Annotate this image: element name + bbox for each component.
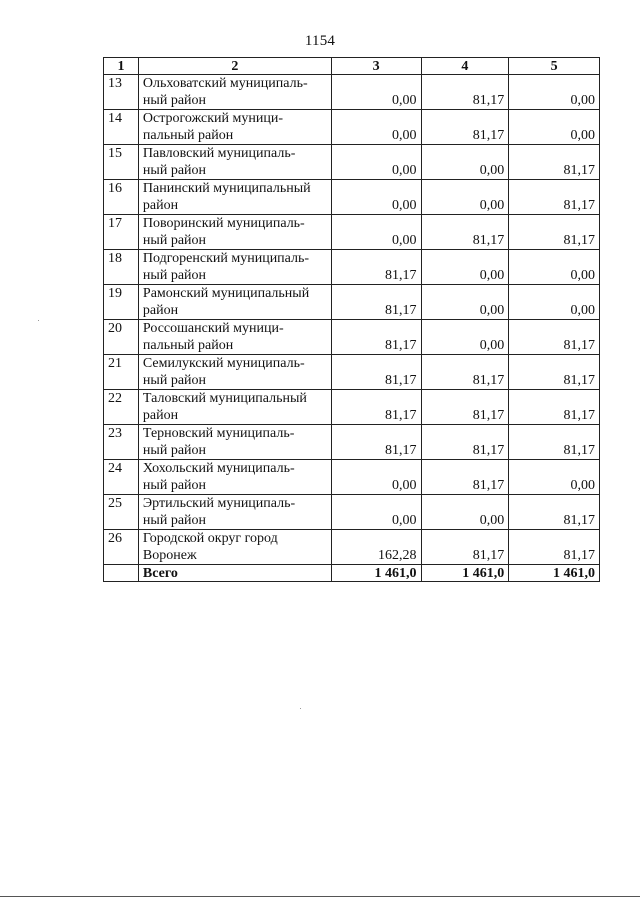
row-number: 26 [104,530,139,565]
value-col4: 81,17 [421,215,509,250]
page-number: 1154 [304,33,336,49]
district-name-line: Хохольский муниципаль- [142,461,295,476]
value-col3: 81,17 [331,355,421,390]
value-col5: 0,00 [509,250,600,285]
district-name-line: ный район [142,478,207,493]
total-value-col5: 1 461,0 [509,565,600,582]
value-col3: 0,00 [331,75,421,110]
value-col4: 0,00 [421,320,509,355]
value-col3: 0,00 [331,460,421,495]
value-col3: 0,00 [331,110,421,145]
table-row [104,460,600,495]
scan-speck [300,708,301,709]
district-name [138,530,331,565]
total-row [104,565,600,582]
scan-speck [38,320,39,321]
table-row [104,390,600,425]
total-value-col4: 1 461,0 [421,565,509,582]
value-col5: 0,00 [509,110,600,145]
value-col4: 81,17 [421,355,509,390]
value-col3: 162,28 [331,530,421,565]
value-col5: 81,17 [509,145,600,180]
district-name-line: ный район [142,443,207,458]
table-row [104,75,600,110]
district-name-line: район [142,198,179,213]
district-name [138,320,331,355]
column-header-5: 5 [509,58,600,75]
value-col5: 81,17 [509,180,600,215]
value-col4: 81,17 [421,530,509,565]
district-name-line: Панинский муниципальный [142,181,311,196]
row-number: 25 [104,495,139,530]
table-row [104,215,600,250]
value-col5: 81,17 [509,530,600,565]
value-col4: 81,17 [421,425,509,460]
district-name-line: Рамонский муниципальный [142,286,310,301]
district-name-line: ный район [142,513,207,528]
table-row [104,320,600,355]
page-bottom-rule [0,896,640,897]
value-col5: 0,00 [509,75,600,110]
district-name-line: Ольховатский муниципаль- [142,76,308,91]
district-name-line: ный район [142,93,207,108]
value-col4: 0,00 [421,145,509,180]
value-col3: 81,17 [331,285,421,320]
table-row [104,145,600,180]
table-row [104,495,600,530]
table-body [104,75,600,582]
value-col4: 0,00 [421,495,509,530]
value-col4: 81,17 [421,460,509,495]
value-col5: 81,17 [509,320,600,355]
district-name [138,460,331,495]
district-name [138,215,331,250]
row-number: 16 [104,180,139,215]
total-num-cell [104,565,139,582]
district-name-line: Таловский муниципальный [142,391,307,406]
row-number: 17 [104,215,139,250]
value-col4: 0,00 [421,180,509,215]
column-header-3: 3 [331,58,421,75]
district-name-line: пальный район [142,128,234,143]
district-name [138,425,331,460]
row-number: 14 [104,110,139,145]
district-name-line: Острогожский муници- [142,111,283,126]
row-number: 24 [104,460,139,495]
table-row [104,355,600,390]
district-name [138,355,331,390]
district-name [138,495,331,530]
table-row [104,250,600,285]
district-name-line: Воронеж [142,548,197,563]
value-col4: 81,17 [421,75,509,110]
value-col4: 81,17 [421,110,509,145]
value-col3: 0,00 [331,215,421,250]
district-name-line: ный район [142,268,207,283]
district-name-line: Городской округ город [142,531,278,546]
district-name [138,75,331,110]
district-name-line: Терновский муниципаль- [142,426,295,441]
allocation-table [103,57,600,582]
value-col4: 0,00 [421,285,509,320]
value-col5: 81,17 [509,425,600,460]
total-value-col3: 1 461,0 [331,565,421,582]
district-name [138,145,331,180]
total-label: Всего [138,565,331,582]
row-number: 21 [104,355,139,390]
district-name-line: район [142,408,179,423]
value-col5: 81,17 [509,215,600,250]
table-row [104,285,600,320]
value-col3: 81,17 [331,320,421,355]
district-name-line: ный район [142,373,207,388]
district-name-line: Семилукский муниципаль- [142,356,305,371]
row-number: 22 [104,390,139,425]
row-number: 13 [104,75,139,110]
row-number: 18 [104,250,139,285]
value-col5: 81,17 [509,390,600,425]
district-name [138,110,331,145]
column-header-2: 2 [138,58,331,75]
district-name-line: Павловский муниципаль- [142,146,296,161]
district-name-line: Россошанский муници- [142,321,284,336]
value-col3: 0,00 [331,180,421,215]
row-number: 23 [104,425,139,460]
value-col4: 81,17 [421,390,509,425]
district-name-line: ный район [142,163,207,178]
value-col3: 0,00 [331,495,421,530]
district-name [138,285,331,320]
row-number: 15 [104,145,139,180]
value-col5: 0,00 [509,285,600,320]
district-name-line: Эртильский муниципаль- [142,496,296,511]
district-name-line: ный район [142,233,207,248]
row-number: 19 [104,285,139,320]
table-row [104,425,600,460]
header-row [104,58,600,75]
column-header-4: 4 [421,58,509,75]
district-name-line: Поворинский муниципаль- [142,216,305,231]
district-name [138,180,331,215]
table-row [104,110,600,145]
value-col3: 0,00 [331,145,421,180]
value-col5: 81,17 [509,495,600,530]
column-header-1: 1 [104,58,139,75]
row-number: 20 [104,320,139,355]
district-name-line: район [142,303,179,318]
district-name [138,250,331,285]
value-col5: 81,17 [509,355,600,390]
table-row [104,530,600,565]
value-col5: 0,00 [509,460,600,495]
value-col3: 81,17 [331,425,421,460]
value-col4: 0,00 [421,250,509,285]
table-row [104,180,600,215]
district-name [138,390,331,425]
district-name-line: Подгоренский муниципаль- [142,251,310,266]
value-col3: 81,17 [331,390,421,425]
value-col3: 81,17 [331,250,421,285]
district-name-line: пальный район [142,338,234,353]
